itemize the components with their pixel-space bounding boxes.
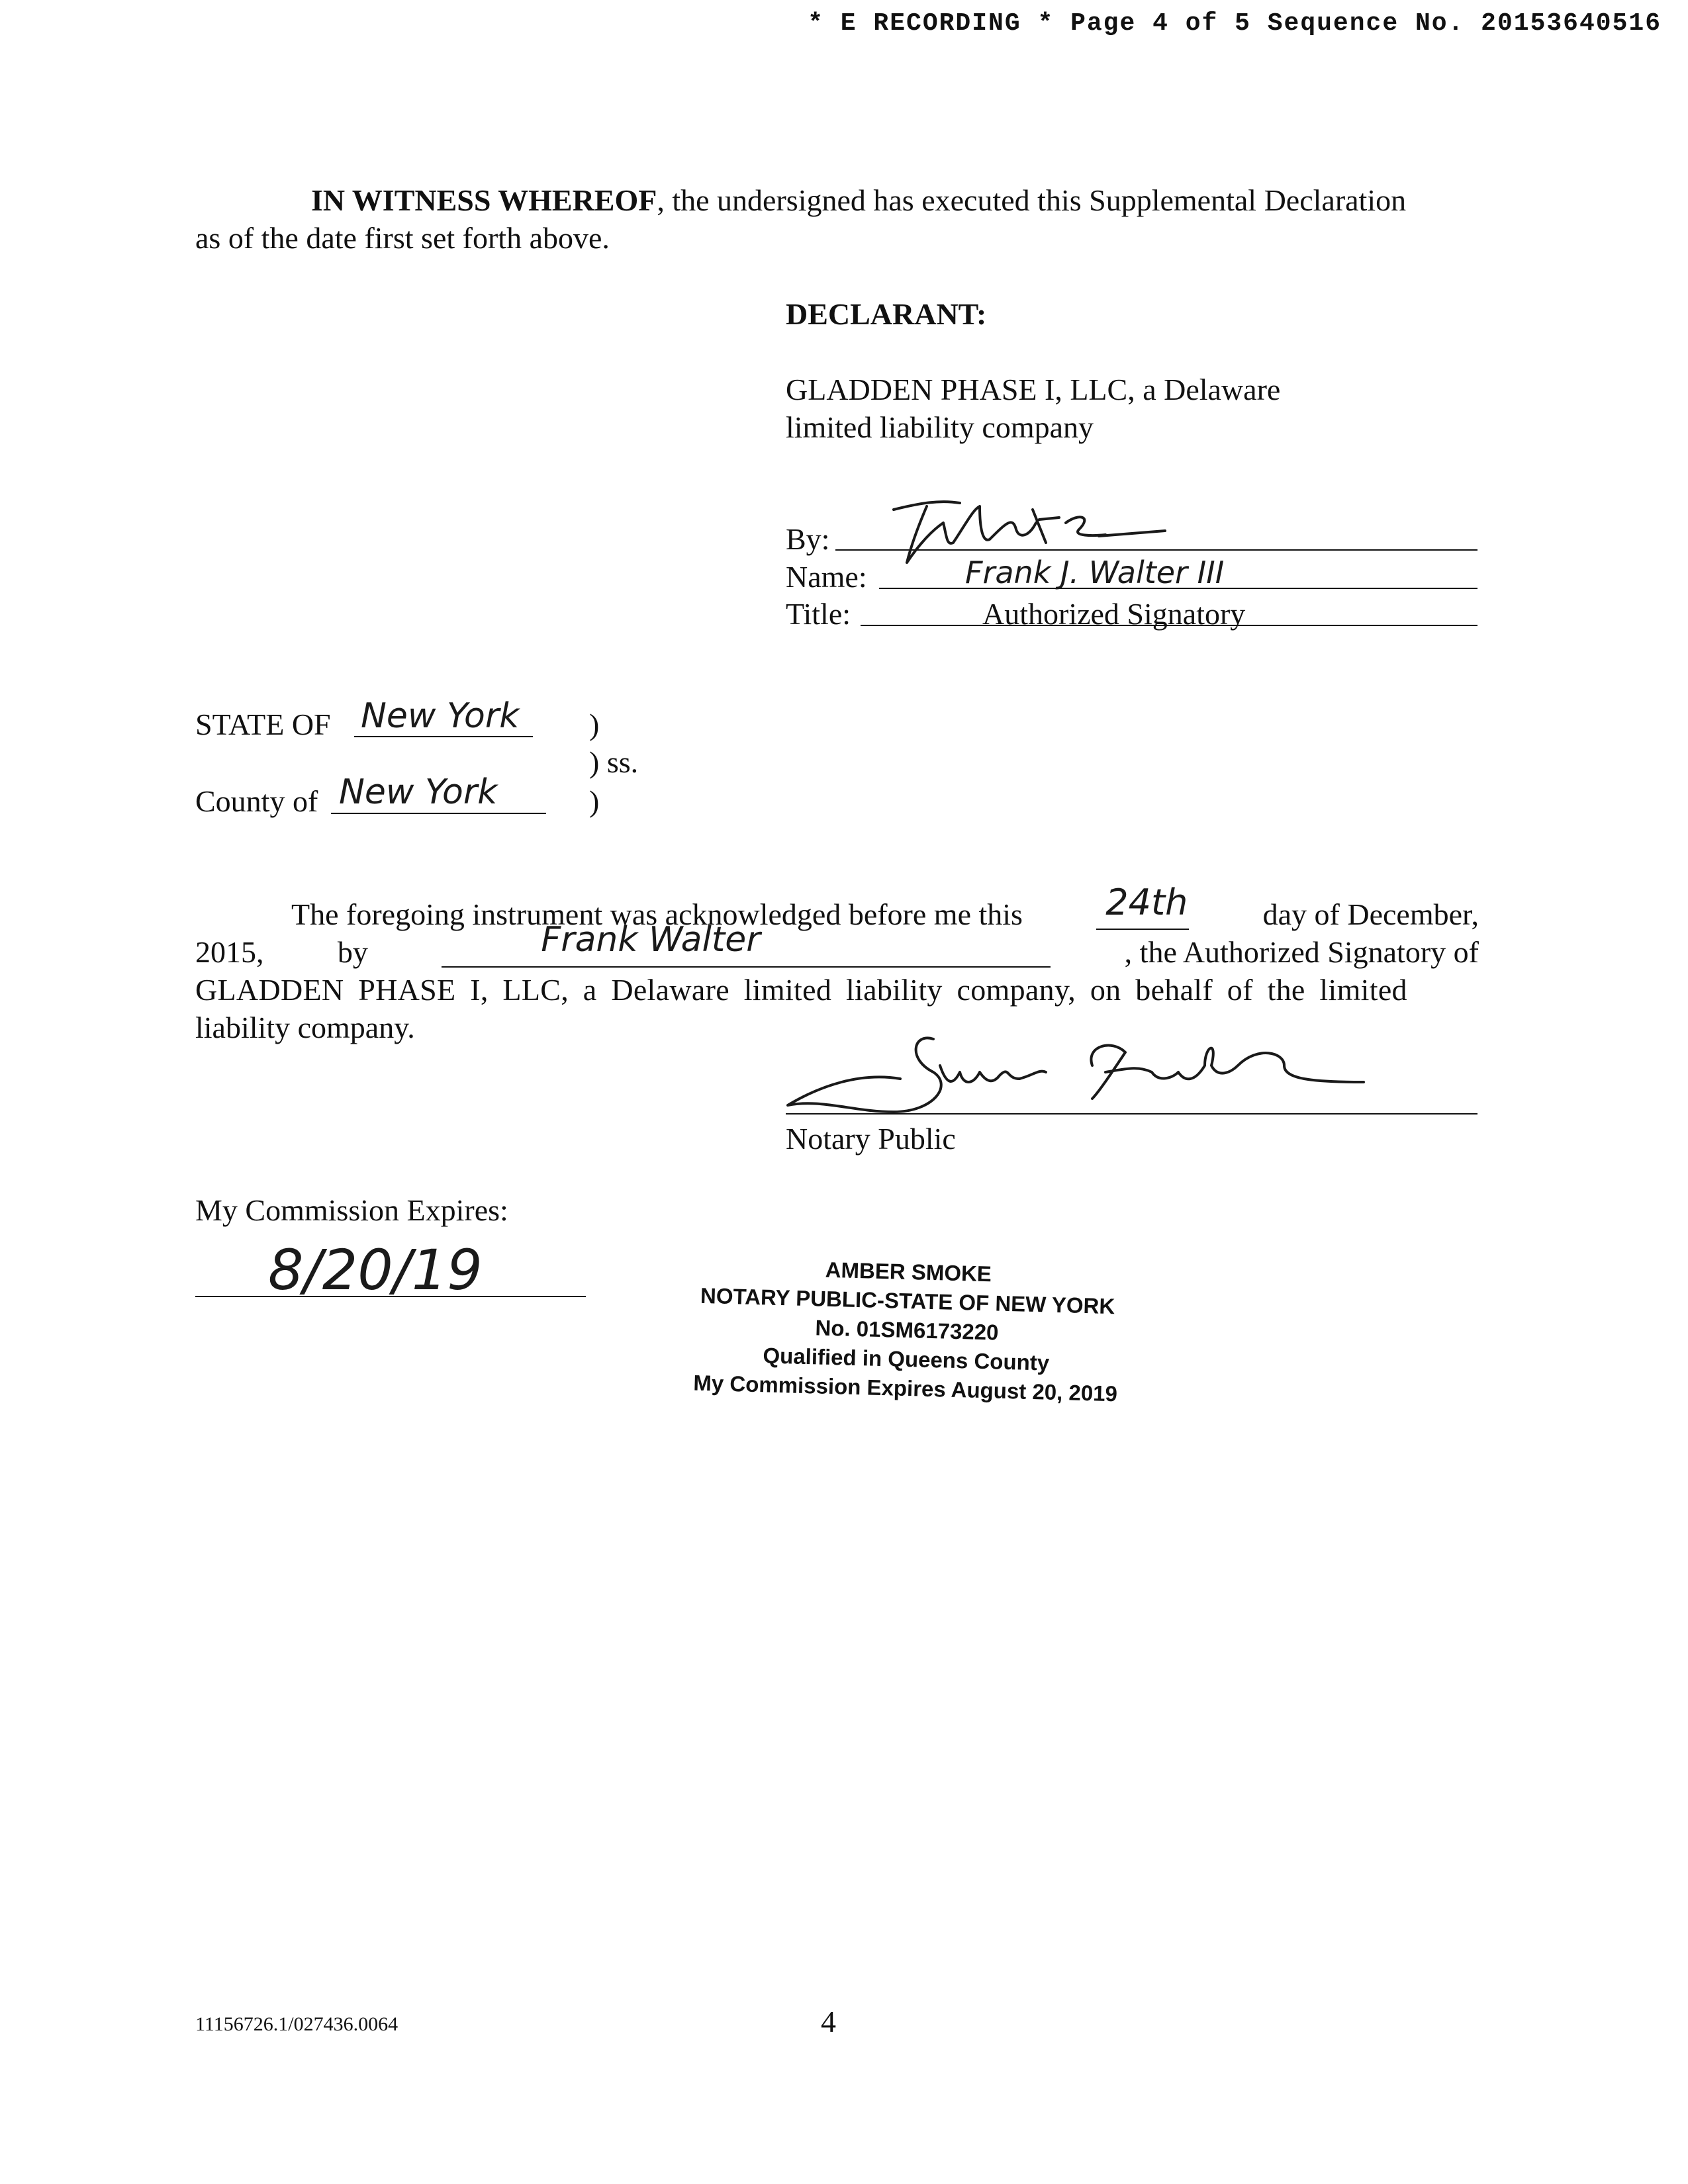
ack-line1-end: day of December, bbox=[1262, 897, 1479, 931]
witness-bold-lead: IN WITNESS WHEREOF bbox=[311, 183, 657, 217]
witness-line1-rest: , the undersigned has executed this Supplemental Declaration bbox=[657, 183, 1407, 217]
ack-line2 bbox=[195, 920, 1479, 971]
state-label: STATE OF bbox=[195, 707, 331, 741]
ack-line3-text: GLADDEN PHASE I, LLC, a Delaware limited liability company, on behalf of the limited bbox=[195, 973, 1407, 1007]
stamp-state: NOTARY PUBLIC-STATE OF NEW YORK bbox=[700, 1283, 1115, 1319]
name-label: Name: bbox=[786, 560, 867, 594]
ack-line2-by: by bbox=[337, 935, 368, 969]
by-label: By: bbox=[786, 522, 830, 556]
declarant-heading: DECLARANT: bbox=[786, 297, 987, 331]
declarant-company-line2: limited liability company bbox=[786, 410, 1094, 444]
footer-page-number: 4 bbox=[821, 2005, 836, 2038]
ack-line3 bbox=[195, 971, 1479, 1009]
ack-line1 bbox=[291, 882, 1479, 933]
commission-label: My Commission Expires: bbox=[195, 1193, 508, 1227]
witness-paragraph bbox=[195, 181, 1479, 257]
ack-line4: liability company. bbox=[195, 1011, 415, 1044]
notary-public-label: Notary Public bbox=[786, 1122, 956, 1156]
name-handwritten: Frank J. Walter III bbox=[965, 555, 1225, 590]
county-handwritten: New York bbox=[339, 772, 498, 812]
county-label: County of bbox=[195, 784, 318, 818]
county-line bbox=[331, 813, 546, 814]
ack-line2-start: 2015, bbox=[195, 935, 264, 969]
title-value: Authorized Signatory bbox=[982, 597, 1246, 631]
notary-stamp bbox=[667, 1251, 1147, 1410]
ack-by-handwritten: Frank Walter bbox=[541, 920, 761, 960]
title-label: Title: bbox=[786, 597, 851, 631]
witness-line2: as of the date first set forth above. bbox=[195, 221, 610, 255]
ss-label: ) ss. bbox=[589, 745, 639, 779]
county-paren: ) bbox=[589, 784, 600, 818]
state-line bbox=[354, 736, 533, 737]
ack-day-handwritten: 24th bbox=[1105, 882, 1188, 923]
declarant-company-line1: GLADDEN PHASE I, LLC, a Delaware bbox=[786, 373, 1281, 406]
stamp-name: AMBER SMOKE bbox=[825, 1257, 992, 1287]
ack-line2-end: , the Authorized Signatory of bbox=[1124, 935, 1479, 969]
state-handwritten: New York bbox=[361, 696, 520, 736]
notary-signature-line bbox=[786, 1113, 1477, 1115]
recording-header: * E RECORDING * Page 4 of 5 Sequence No. 20153640516 bbox=[808, 9, 1662, 38]
commission-handwritten: 8/20/19 bbox=[268, 1238, 483, 1302]
footer-doc-id: 11156726.1/027436.0064 bbox=[195, 2013, 399, 2035]
ack-line1-start: The foregoing instrument was acknowledged before me this bbox=[291, 897, 1023, 931]
stamp-number: No. 01SM6173220 bbox=[815, 1315, 999, 1345]
stamp-expiry: My Commission Expires August 20, 2019 bbox=[692, 1370, 1118, 1406]
stamp-county: Qualified in Queens County bbox=[763, 1343, 1050, 1375]
state-paren: ) bbox=[589, 707, 600, 741]
